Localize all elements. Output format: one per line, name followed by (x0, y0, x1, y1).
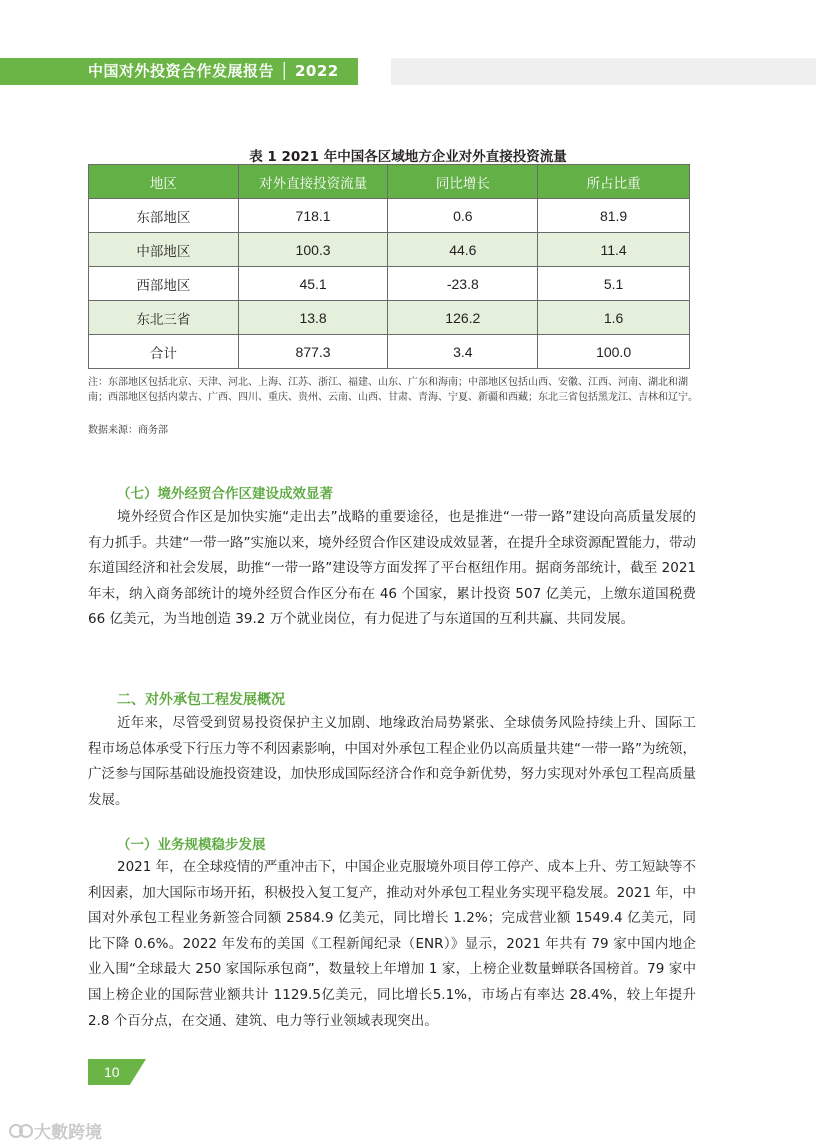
table-cell: 877.3 (238, 335, 388, 369)
table-cell: 合计 (89, 335, 239, 369)
section-heading-7: （七）境外经贸合作区建设成效显著 (117, 486, 333, 502)
table-header-cell: 所占比重 (538, 165, 690, 199)
table-caption: 表 1 2021 年中国各区域地方企业对外直接投资流量 (249, 149, 567, 165)
table-cell: 45.1 (238, 267, 388, 301)
table-header-cell: 地区 (89, 165, 239, 199)
table-row (89, 301, 690, 335)
table-cell: 0.6 (388, 199, 538, 233)
table-header-cell: 同比增长 (388, 165, 538, 199)
table-cell: 5.1 (538, 267, 690, 301)
table-cell: 13.8 (238, 301, 388, 335)
watermark-logo-icon (8, 1121, 34, 1141)
watermark-text: 大數跨境 (34, 1123, 102, 1143)
header-title: 中国对外投资合作发展报告 │ 2022 (88, 62, 339, 80)
table-cell: 100.3 (238, 233, 388, 267)
section-body-2: 近年来，尽管受到贸易投资保护主义加剧、地缘政治局势紧张、全球债务风险持续上升、国际工程市场总体承受下行压力等不利因素影响，中国对外承包工程企业仍以高质量共建“一带一路”为统领，广泛参与国际基础设施投资建设，加快形成国际经济合作和竞争新优势，努力实现对外承包工程高质量发展。 (88, 715, 696, 808)
section-body-2-1: 2021 年，在全球疫情的严重冲击下，中国企业克服境外项目停工停产、成本上升、劳工短缺等不利因素，加大国际市场开拓，积极投入复工复产，推动对外承包工程业务实现平稳发展。2021 年，中国对外承包工程业务新签合同额 2584.9 亿美元，同比增长 1.2%；完成营业额 1549.4 亿美元，同比下降 0.6%。2022 年发布的美国《工程新闻纪录（ENR）》显示，2021 年共有 79 家中国内地企业入围“全球最大 250 家国际承包商”，数量较上年增加 1 家，上榜企业数量蝉联各国榜首。79 家中国上榜企业的国际营业额共计 1129.5亿美元，同比增长5.1%，市场占有率达 28.4%，较上年提升 2.8 个百分点，在交通、建筑、电力等行业领域表现突出。 (88, 859, 696, 1029)
table-row (89, 233, 690, 267)
header-gray-bar (391, 58, 816, 85)
table-cell: 100.0 (538, 335, 690, 369)
watermark (8, 1118, 102, 1143)
section-heading-2-1: （一）业务规模稳步发展 (117, 837, 266, 853)
header-title-bar (0, 58, 358, 85)
table-cell: 东部地区 (89, 199, 239, 233)
table-cell: -23.8 (388, 267, 538, 301)
table-header-cell: 对外直接投资流量 (238, 165, 388, 199)
table-row (89, 199, 690, 233)
table-cell: 718.1 (238, 199, 388, 233)
page-number: 10 (104, 1064, 120, 1080)
table-cell: 126.2 (388, 301, 538, 335)
table-cell: 中部地区 (89, 233, 239, 267)
table-cell: 1.6 (538, 301, 690, 335)
section-body-7: 境外经贸合作区是加快实施“走出去”战略的重要途径，也是推进“一带一路”建设向高质量发展的有力抓手。共建“一带一路”实施以来，境外经贸合作区建设成效显著，在提升全球资源配置能力，带动东道国经济和社会发展，助推“一带一路”建设等方面发挥了平台枢纽作用。据商务部统计，截至 2021 年末，纳入商务部统计的境外经贸合作区分布在 46 个国家，累计投资 507 亿美元，上缴东道国税费 66 亿美元，为当地创造 39.2 万个就业岗位，有力促进了与东道国的互利共赢、共同发展。 (88, 509, 696, 628)
section-heading-2: 二、对外承包工程发展概况 (117, 692, 285, 708)
table-row-total (89, 335, 690, 369)
table-row (89, 267, 690, 301)
table-note: 注：东部地区包括北京、天津、河北、上海、江苏、浙江、福建、山东、广东和海南；中部地区包括山西、安徽、江西、河南、湖北和湖南；西部地区包括内蒙古、广西、四川、重庆、贵州、云南、山西、甘肃、青海、宁夏、新疆和西藏；东北三省包括黑龙江、吉林和辽宁。 (88, 377, 698, 403)
investment-table (88, 164, 690, 369)
table-cell: 西部地区 (89, 267, 239, 301)
table-cell: 11.4 (538, 233, 690, 267)
table-header-row (89, 165, 690, 199)
table-cell: 81.9 (538, 199, 690, 233)
table-cell: 东北三省 (89, 301, 239, 335)
table-cell: 3.4 (388, 335, 538, 369)
table-cell: 44.6 (388, 233, 538, 267)
table-source: 数据来源：商务部 (88, 425, 168, 436)
